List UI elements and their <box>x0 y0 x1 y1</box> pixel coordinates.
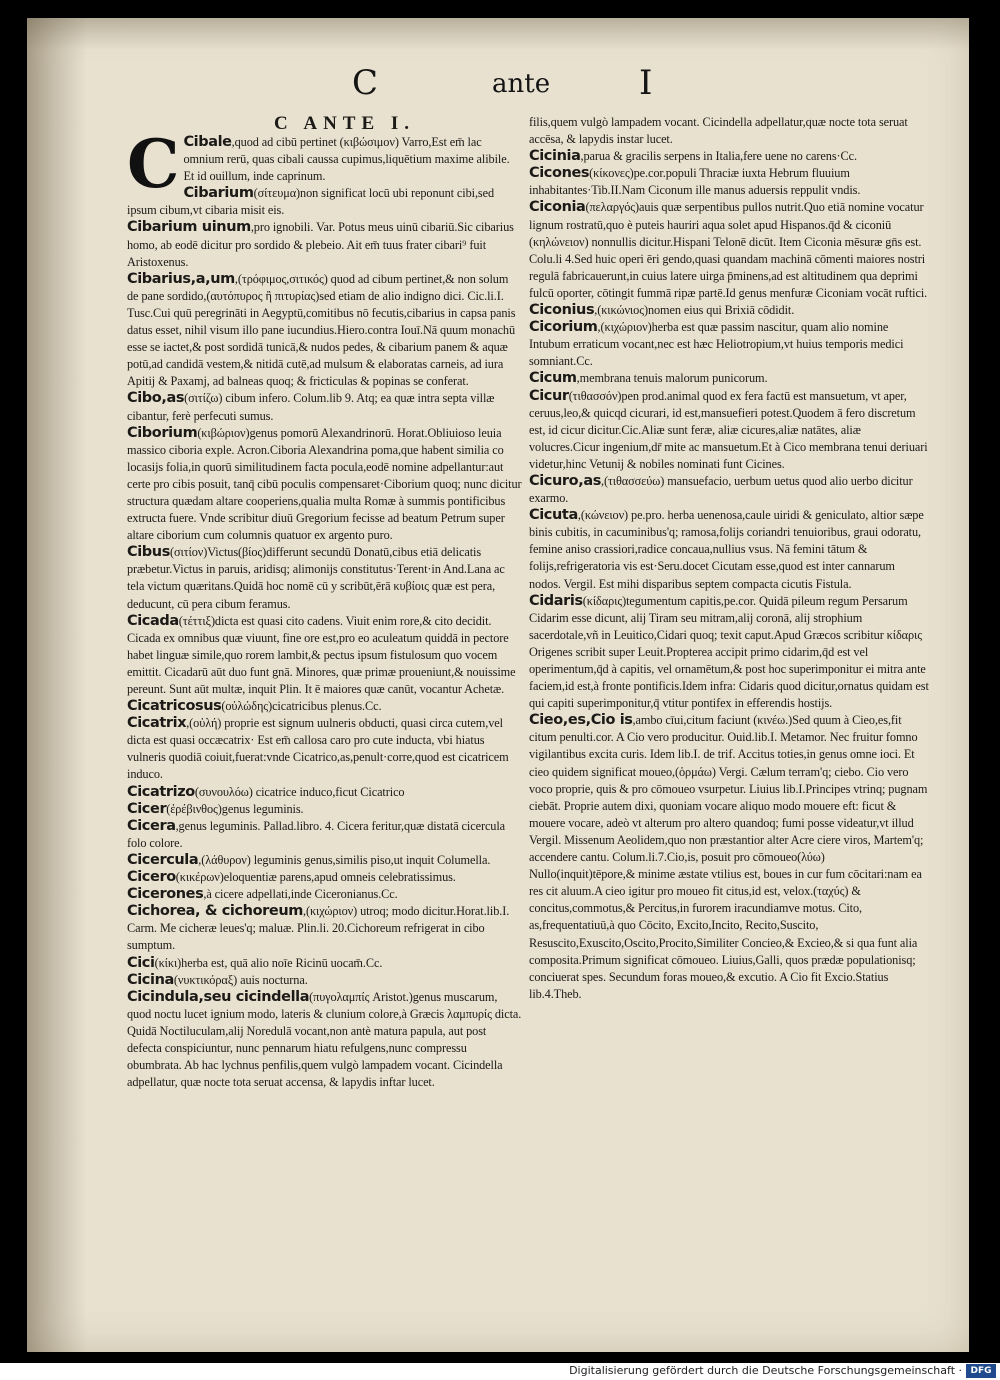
running-head-mid: ante <box>492 69 551 99</box>
footer-credit: Digitalisierung gefördert durch die Deutsche Forschungsgemeinschaft · <box>569 1364 962 1377</box>
dictionary-entry <box>127 818 522 852</box>
dictionary-entry <box>127 698 522 715</box>
dictionary-entry <box>127 613 522 698</box>
entry-headword: Cici <box>127 954 155 971</box>
entry-headword: Cibo,as <box>127 390 185 407</box>
entry-headword: Cicatrizo <box>127 783 195 800</box>
entry-text: (σιτίον)Victus(βίος)differunt secundū Donatū,cibus etiā delicatis præbetur.Victus in paruis, aridisq; alimonijs constitutus·Terent·in And.Lana ac tela victum quæritans.Quidā hoc nomē cū y scribūt,ērā κυβίοις quæ est pera, deducunt, cū pera cibum feramus. <box>127 545 505 611</box>
entry-headword: Cicones <box>529 165 590 182</box>
entry-text: (πελαργός)auis quæ serpentibus pullos nutrit.Quo etiā nomine vocatur lignum rostratū,quo è puteis hauriri aqua solet apud Hispanos.q̄d & ciconiū (κηλώνειον) nonnullis dicitur.Hispani Telonē dicūt. Item Ciconia mēsuræ gn̄s est. Colu.li 4.Sed huic operi ēri gendo,quasi quandam machinā cōmenti maiores nostri regulā fabricauerunt,in cuius latere uirga p̄minens,ad est altitudinem qua deprimi fulcū oporter, cōtingit fummā ripæ partē.Id genus menfuræ Ciconiam vocāt ruftici. <box>529 200 928 300</box>
dictionary-entry <box>127 219 522 270</box>
dictionary-entry <box>529 302 929 319</box>
dictionary-entry <box>127 715 522 783</box>
entry-headword: Cieo,es,Cio is <box>529 712 633 729</box>
entry-headword: Cicatricosus <box>127 698 222 715</box>
entry-text: ,(τρόφιμος,σιτικός) quod ad cibum pertinet,& non solum de pane sordido,(αυτόπυρος ἢ πιτυρίας)sed etiam de alio indigno dici. Cic.li.I. Tusc.Cui quū peregrināti in Aegyptū,comitibus nō fecutis,cibarius in capsa panis datus esset, nihil visum illo pane iucundius.Hiero.contra Iouī.Nā quum monachū esse se iactet,& post sordidā tunicā,& nudos pedes, & cibarium panem & aquæ potū,ad candidā vestem,& nitidā cutē,ad mulsum & elaboratas carneis, ad iura Apitij & Paxamj, ad balneas quoq; & fricticulas & popinas se conferat. <box>127 271 516 389</box>
entry-text: (σιτίζω) cibum infero. Colum.lib 9. Atq; ea quæ intra septa villæ cibantur, ferè perfecuti sumus. <box>127 391 495 423</box>
dictionary-entry <box>529 507 929 592</box>
entry-headword: Cicindula,seu cicindella <box>127 988 310 1005</box>
binding-shadow <box>27 18 87 1352</box>
entry-headword: Cibale <box>183 134 232 150</box>
entry-headword: Cibarius,a,um <box>127 270 235 287</box>
dictionary-entry <box>127 852 522 869</box>
entry-headword: Cicuro,as <box>529 472 601 489</box>
dictionary-entry <box>127 972 522 989</box>
digitization-footer <box>0 1363 1000 1380</box>
entry-text: ,pro ignobili. Var. Potus meus uinū cibariū.Sic cibarius homo, ab eodē dicitur pro sordido & plebeio. Ait em̄ tuus frater cibari⁹ fuit Aristoxenus. <box>127 220 514 269</box>
entry-text: ,(κιχώριον)herba est quæ passim nascitur, quam alio nomine Intubum erraticum vocant,nec est hæc Heliotropium,vt huius temporis medici somniant.Cc. <box>529 320 904 369</box>
dictionary-entry <box>127 989 522 1092</box>
dictionary-entry <box>529 370 929 387</box>
dictionary-entry <box>529 199 929 302</box>
entry-headword: Cicinia <box>529 148 581 165</box>
entry-headword: Ciconia <box>529 199 586 216</box>
entry-text: ,membrana tenuis malorum punicorum. <box>576 371 768 386</box>
entry-text: (τιθασσόν)pen prod.animal quod ex fera factū est mansuetum, vt aper, ceruus,leo,& quicqd cicurari, id est,mansuefieri potest.Quodem ā fero discretum est, id cicur dicitur.Cic.Aliæ sunt feræ, aliæ cicures,aliæ natātes, aliæ volucres.Cicur ingenium,dr̄ mite ac mansuetum.Et à Cico membrana tenui deriuari videtur,hinc Vetunij & nobiles nominati funt Cicines. <box>529 388 928 471</box>
entry-headword: Ciconius <box>529 302 595 319</box>
dictionary-entry <box>127 955 522 972</box>
dictionary-entry <box>127 390 522 424</box>
entry-headword: Cicera <box>127 817 176 834</box>
entry-text: (συνουλόω) cicatrice induco,ficut Cicatrico <box>194 784 405 799</box>
entry-text: (ἐρέβινθος)genus leguminis. <box>166 801 304 816</box>
entry-text: (τέττιξ)dicta est quasi cito cadens. Viuit enim rore,& cito decidit. Cicada ex omnibus quæ viuunt, fine ore est,pro eo aculeatum quiddā in pectore habet linguæ simile,quo rorem lambit,& pectus ipsum fistulosum quo vocem emittit. Cicadarū aūt duo funt gnā. Minores, quæ primæ proueniunt,& nouissime pereunt. Sunt aūt multæ, inquit Plin. It ē maiores quæ canūt, vocantur Achetæ. <box>127 613 516 696</box>
entry-text: (κικέρων)eloquentiæ parens,apud omneis celebratissimus. <box>175 870 456 885</box>
entry-headword: Cicur <box>529 387 569 404</box>
entry-text: ,(τιθασσεύω) mansuefacio, uerbum uetus quod alio uerbo dicitur exarmo. <box>529 473 913 506</box>
entry-text: ,parua & gracilis serpens in Italia,fere uene no carens·Cc. <box>580 149 857 164</box>
entry-headword: Cibarium <box>183 185 254 202</box>
entry-text: (σίτευμα)non significat locū ubi reponunt cibi,sed ipsum cibum,vt cibaria misit eis. <box>127 186 495 218</box>
section-heading: C ANTE I. <box>273 113 416 134</box>
dictionary-entry <box>127 185 522 219</box>
entry-text: ,(οὐλή) proprie est signum uulneris obducti, quasi circa cutem,vel dicta est quasi occæcatrix· Est em̄ callosa caro pro cute inducta, vbi hiatus vulneris quodiā coiuit,fuerat:vnde Cicatrico,as,penult·corre,quod est cicatricem induco. <box>127 716 509 782</box>
entry-text: ,ambo cīui,citum faciunt (κινέω.)Sed quum à Cieo,es,fit citum penulti.cor. A Cio vero producitur. Ouid.lib.I. Metamor. Nec fruitur fomno vigilantibus excita curis. Idem lib.I. de trif. Accitus toties,in genus omne ioci. Et cieo quidem significat moueo,(ὁρμάω) Vergi. Cælum terram'q; ciebo. Cio vero voco proprie, quis & pro cōmoueo vsurpetur. Liuius lib.I.Principes vtrinq; pugnam ciebāt. Proprie autem dixi, quoniam vocare aliquo modo mouere eft: ficut & mouere vocare, adeò vt alterum pro altero quandoq; fumi posse videatur,vt illud Vergil. Missenum Aeolidem,quo non præstantior alter Acre ciere viros, Martem'q; accendere cantu. Colum.li.7.Cio,is, posuit pro cōmoueo(λύω) Nullo(inquit)tēpore,& minime æstate vtilius est, boues in cur fum cōcitari:nam ea res cit aluum.A cieo igitur pro moueo fit citus,id est, velox.(ταχύς) & concitus,commotus,& Percitus,in furorem iracundiamve motus. Cito, as,frequentatiuū,à quo Cōcito, Excito,Incito, Recito,Suscito, Resuscito,Exuscito,Oscito,Procito,Similiter Concieo,& Excieo,& si qua funt alia composita.Primum significat cōmoueo. Liuius,Galli, quos prædæ populationisq; conciuerat spes. Secundum foras moueo,& excutio. A Cio fit Excio.Statius lib.4.Theb. <box>529 713 928 1001</box>
running-head-right: I <box>639 63 653 103</box>
entry-headword: Cibarium uinum <box>127 219 251 236</box>
entry-headword: Cicina <box>127 971 174 988</box>
dictionary-entry <box>127 903 522 954</box>
entry-text: ,à cicere adpellati,inde Ciceronianus.Cc. <box>203 887 398 902</box>
entry-text: ,(κώνειον) pe.pro. herba uenenosa,caule uiridi & geniculato, altior sæpe binis cubitis, in cacuminibus'q; ramosa,folijs coriandri tenuioribus, graui odoratu, femine aniso crassiori,radice concaua,nullius vsus. Nā femini tātum & folijs,refrigeratoria vis est·Seru.docet Cicutam esse,quod est inter cannarum nodos. Vergil. Est mihi disparibus septem compacta cicutis Fistula. <box>529 508 924 591</box>
running-head-left: C <box>352 63 379 103</box>
entry-headword: Cicorium <box>529 319 598 336</box>
entry-text: (κίκι)herba est, quā alio noīe Ricinū uocam̄.Cc. <box>154 955 383 970</box>
entry-headword: Cicercula <box>127 851 199 868</box>
entry-text: (κιβώριον)genus pomorū Alexandrinorū. Horat.Obliuioso leuia massico ciboria exple. Acron.Ciboria Alexandrina poma,que habent similia co locasijs folia,in quorū similitudinem facta pocula,eodē nomine adpellantur:aut certe pro cibis posuit, tanq̄ cibū poculis compensaret·Ciborium quoq; nunc dicitur structura quædam altare cooperiens,qualia multa Romæ à summis pontificibus extructa fuere. Vnde scribitur diuū Gregorium fecisse ad beatum Petrum super altare ciborium cum columnis quatuor ex argento puro. <box>127 425 522 543</box>
dictionary-entry <box>127 801 522 818</box>
dictionary-entry <box>529 388 929 473</box>
dictionary-entry <box>127 425 522 545</box>
scanned-page <box>27 18 969 1352</box>
entry-text: ,(λάθυρον) leguminis genus,similis piso,ut inquit Columella. <box>198 852 491 867</box>
entry-headword: Cicerones <box>127 886 204 903</box>
dictionary-entry <box>127 271 522 391</box>
dictionary-entry <box>127 869 522 886</box>
entry-headword: Cicero <box>127 869 176 886</box>
dictionary-entry <box>529 712 929 1003</box>
entry-text: ,quod ad cibū pertinet (κιβώσιμον) Varro,Est em̄ lac omnium rerū, quas cibali caussa cupimus,liquētium maxime alibile. Et id ouillum, inde caprinum. <box>183 135 510 184</box>
entry-headword: Cibus <box>127 544 170 561</box>
entry-text: ,genus leguminis. Pallad.libro. 4. Cicera feritur,quæ distatā cicercula folo colore. <box>127 818 506 850</box>
drop-cap: C <box>127 125 180 203</box>
entry-text: (οὐλώδης)cicatricibus plenus.Cc. <box>221 699 382 714</box>
entry-text: (κίδαρις)tegumentum capitis,pe.cor. Quidā pileum regum Persarum Cidarim esse dicunt, alij Tiram seu mitram,alij coronā, alij strophium sacerdotale,vñ in Leuitico,Cidari quoq; texit caput.Apud Græcos scribitur κίδαρις Origenes scribit super Leuit.Propterea accipit primo cidarim,q̄d est vel operimentum,q̄d à capitis, vel ornamētum,& post hoc superimponitur ei mitra ante faciem,id est,à fronte pontificis.Idem infra: Cidaris quod dicitur,ornatus quidam est qui capiti superimponitur,q̄ vtitur pontifex in efferendis hostijs. <box>529 593 929 711</box>
entry-text: ,(κικώνιος)nomen eius qui Brixiā cōdidit. <box>594 303 795 318</box>
entry-headword: Cidaris <box>529 592 583 609</box>
entry-headword: Cicuta <box>529 507 578 524</box>
entry-headword: Cicatrix <box>127 715 187 732</box>
entry-text: (νυκτικόραξ) auis nocturna. <box>173 972 308 987</box>
entry-headword: Ciborium <box>127 424 198 441</box>
entry-text: (πυγολαμπίς Aristot.)genus muscarum, quod noctu lucet ignium modo, lateris & clunium colore,à Græcis λαμπυρίς dicta. Quidā Noctiluculam,alij Noredulā vocant,non antè matura papula, aut post defecta conspiciuntur, nunc pennarum hiatu refulgens,nunc compressu obumbrata. Ab hac lychnus penfilis,quem vulgò lampadem vocant. Cicindella adpellatur, quæ nocte tota seruat accensa, & lapydis inftar lucet. <box>127 989 522 1090</box>
entry-text: (κίκονες)pe.cor.populi Thraciæ iuxta Hebrum fluuium inhabitantes·Tib.II.Nam Ciconum ille manus aduersis reppulit vndis. <box>529 166 861 198</box>
dictionary-entry <box>529 593 929 713</box>
entry-headword: Cicer <box>127 800 167 817</box>
dictionary-entry <box>127 886 522 903</box>
dictionary-entry <box>127 544 522 612</box>
entry-text: ,(κιχώριον) utroq; modo dicitur.Horat.lib.I. Carm. Me cicheræ leues'q; maluæ. Plin.li. 20.Cichoreum refrigerat in cibo sumptum. <box>127 904 510 953</box>
top-fold-shadow <box>27 18 969 50</box>
dictionary-entry <box>529 114 929 148</box>
entry-text: filis,quem vulgò lampadem vocant. Cicindella adpellatur,quæ nocte tota seruat accēsa, & lapydis instar lucet. <box>529 115 908 147</box>
dfg-logo-icon: DFG <box>966 1364 996 1378</box>
dictionary-entry <box>529 473 929 507</box>
dictionary-entry <box>529 319 929 370</box>
entry-headword: Cichorea, & cichoreum <box>127 903 303 920</box>
left-column <box>127 114 522 1091</box>
dictionary-entry <box>127 784 522 801</box>
running-head <box>27 63 969 103</box>
right-column <box>529 114 929 1003</box>
dictionary-entry <box>529 165 929 199</box>
entry-headword: Cicum <box>529 370 577 387</box>
entry-headword: Cicada <box>127 612 179 629</box>
dictionary-entry <box>529 148 929 165</box>
